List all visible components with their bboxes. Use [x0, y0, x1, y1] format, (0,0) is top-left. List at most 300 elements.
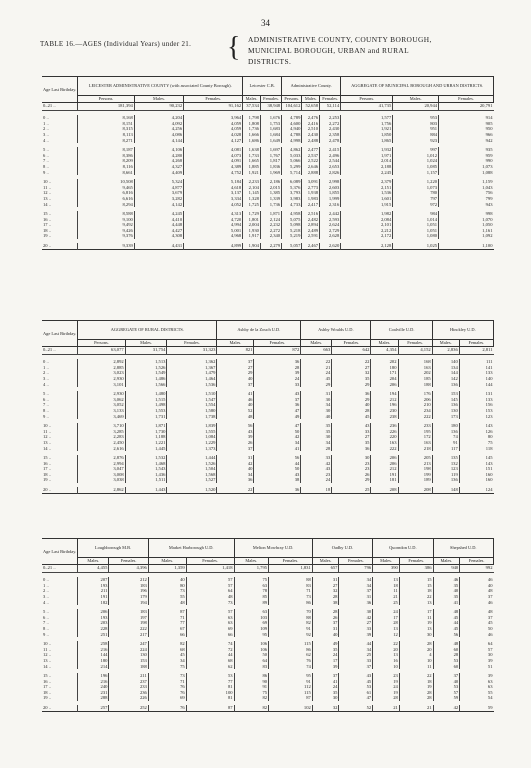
value-cell: 2,450 — [78, 440, 125, 446]
value-cell: 3,133 — [78, 408, 125, 414]
value-cell: 797 — [393, 196, 439, 202]
value-cell: 13 — [373, 652, 400, 658]
value-cell: 46 — [433, 577, 460, 583]
value-cell: 1,871 — [125, 423, 167, 429]
value-cell: 11 — [399, 615, 433, 621]
value-cell: 56 — [433, 632, 460, 638]
column-header: Males. — [302, 96, 320, 103]
value-cell: 204 — [371, 376, 398, 382]
value-cell: 87 — [269, 695, 313, 701]
value-cell: 28 — [301, 446, 332, 452]
value-cell: 2,430 — [302, 132, 320, 138]
value-cell: 34 — [254, 440, 301, 446]
value-cell: 141 — [485, 364, 493, 370]
value-cell: 1,638 — [243, 147, 261, 153]
value-cell: 1,969 — [260, 170, 281, 176]
value-cell: 2,482 — [302, 217, 320, 223]
value-cell: 240 — [78, 684, 109, 690]
column-header: Females. — [439, 96, 494, 103]
value-cell: 231 — [78, 690, 109, 696]
value-cell: 87 — [148, 609, 186, 615]
value-cell: 9,376 — [78, 233, 135, 239]
value-cell: 2,729 — [320, 228, 341, 234]
value-cell: 72 — [186, 647, 234, 653]
value-cell: 213 — [398, 461, 432, 467]
column-header: Males. — [301, 340, 332, 347]
value-cell: 76 — [148, 705, 186, 711]
value-cell: 1,871 — [260, 211, 281, 217]
value-cell: 115 — [269, 690, 313, 696]
value-cell: 28 — [399, 641, 433, 647]
value-cell: 35 — [332, 376, 371, 382]
value-cell: 4,396 — [109, 564, 148, 573]
value-cell: 3,101 — [78, 382, 125, 388]
value-cell: 34 — [339, 647, 373, 653]
value-cell: 2,516 — [302, 211, 320, 217]
value-cell: 216 — [78, 647, 109, 653]
value-cell: 40 — [217, 402, 254, 408]
value-cell: 2,186 — [260, 179, 281, 185]
column-header: Males. — [217, 340, 254, 347]
value-cell: 117 — [432, 446, 459, 452]
value-cell: 1,850 — [341, 132, 393, 138]
value-cell: 21 — [373, 594, 400, 600]
value-cell: 39 — [487, 657, 493, 663]
value-cell: 37,534 — [243, 102, 261, 111]
value-cell: 905 — [485, 120, 493, 126]
table-row — [42, 102, 494, 111]
value-cell: 1,831 — [269, 564, 313, 573]
value-cell: 88 — [269, 615, 313, 621]
value-cell: 2,876 — [78, 455, 125, 461]
value-cell: 2,212 — [341, 228, 393, 234]
column-header: Males. — [234, 558, 269, 565]
value-cell: 1,649 — [260, 138, 281, 144]
value-cell: 43 — [254, 391, 301, 397]
value-cell: 45 — [433, 615, 460, 621]
value-cell: 52,114 — [320, 102, 341, 111]
value-cell: 31 — [312, 626, 339, 632]
value-cell: 194 — [109, 600, 148, 606]
value-cell: 37 — [339, 588, 373, 594]
value-cell: 1,085 — [393, 164, 439, 170]
value-cell: 53 — [339, 684, 373, 690]
value-cell: 984 — [393, 211, 439, 217]
value-cell: 1,855 — [320, 190, 341, 196]
value-cell: 55 — [487, 689, 493, 695]
value-cell: 19 — [373, 690, 400, 696]
value-cell: 37 — [339, 664, 373, 670]
value-cell: 135 — [432, 455, 459, 461]
value-cell: 63,077 — [78, 346, 125, 355]
value-cell: 2,128 — [341, 243, 393, 249]
value-cell: 74 — [269, 664, 313, 670]
value-cell: 39 — [217, 434, 254, 440]
value-cell: 182 — [78, 600, 109, 606]
value-cell: 69 — [148, 695, 186, 701]
value-cell: 40 — [217, 376, 254, 382]
value-cell: 5,066 — [282, 158, 302, 164]
value-cell: 33 — [339, 658, 373, 664]
value-cell: 60 — [433, 647, 460, 653]
value-cell: 136 — [432, 382, 459, 388]
value-cell: 8,116 — [78, 164, 135, 170]
value-cell: 111 — [485, 359, 493, 365]
value-cell: 81 — [186, 684, 234, 690]
age-cell: 4 .. — [42, 138, 78, 144]
value-cell: 56 — [217, 423, 254, 429]
value-cell: 4,994 — [184, 222, 243, 228]
value-cell: 4,308 — [134, 233, 183, 239]
value-cell: 3,052 — [78, 402, 125, 408]
value-cell: 102 — [269, 705, 313, 711]
value-cell: 2,272 — [320, 121, 341, 127]
value-cell: 642 — [332, 346, 371, 355]
value-cell: 76 — [148, 684, 186, 690]
value-cell: 36 — [254, 487, 301, 493]
value-cell: 657 — [312, 564, 339, 573]
value-cell: 203 — [78, 620, 109, 626]
value-cell: 163 — [398, 440, 432, 446]
age-cell: 7 .. — [42, 158, 78, 164]
value-cell: 1,756 — [341, 121, 393, 127]
value-cell: 1,536 — [341, 190, 393, 196]
age-cell: 0–21 .. — [42, 564, 78, 573]
value-cell: 2,930 — [78, 391, 125, 397]
value-cell: 52,658 — [302, 102, 320, 111]
value-cell: 19 — [399, 620, 433, 626]
value-cell: 60 — [433, 664, 460, 670]
value-cell: 43 — [301, 466, 332, 472]
age-cell: 17 .. — [42, 222, 78, 228]
value-cell: 953 — [393, 115, 439, 121]
value-cell: 36 — [217, 477, 254, 483]
value-cell: 252 — [109, 705, 148, 711]
value-cell: 914 — [485, 115, 493, 121]
age-cell: 11 .. — [42, 429, 78, 435]
value-cell: 1,798 — [243, 115, 261, 121]
value-cell: 70 — [269, 609, 313, 615]
value-cell: 151 — [485, 466, 493, 472]
value-cell: 38 — [254, 477, 301, 483]
age-cell: 12 .. — [42, 434, 78, 440]
value-cell: 1,904 — [243, 243, 261, 249]
value-cell: 176 — [398, 391, 432, 397]
value-cell: 92 — [269, 632, 313, 638]
value-cell: 2,811 — [459, 346, 493, 355]
value-cell: 228 — [78, 626, 109, 632]
age-cell: 6 .. — [42, 153, 78, 159]
value-cell: 36 — [339, 600, 373, 606]
value-cell: 1,697 — [260, 147, 281, 153]
value-cell: 119 — [432, 472, 459, 478]
column-header: Persons. — [282, 96, 302, 103]
value-cell: 1,930 — [243, 228, 261, 234]
value-cell: 131 — [485, 391, 493, 397]
value-cell: 214 — [78, 664, 109, 670]
value-cell: 4,968 — [184, 233, 243, 239]
value-cell: 222 — [109, 626, 148, 632]
column-header: Females. — [339, 558, 373, 565]
value-cell: 48 — [433, 609, 460, 615]
value-cell: 52 — [217, 408, 254, 414]
value-cell: 153 — [109, 658, 148, 664]
value-cell: 61 — [339, 690, 373, 696]
value-cell: 183 — [109, 609, 148, 615]
value-cell: 1,885 — [243, 164, 261, 170]
value-cell: 1,915 — [341, 202, 393, 208]
value-cell: 8,271 — [78, 138, 135, 144]
value-cell: 972 — [393, 202, 439, 208]
value-cell: 23 — [332, 461, 371, 467]
value-cell: 41 — [217, 391, 254, 397]
value-cell: 27 — [312, 583, 339, 589]
value-cell: 230 — [371, 408, 398, 414]
value-cell: 3,091 — [302, 179, 320, 185]
value-cell: 1,983 — [302, 196, 320, 202]
value-cell: 45 — [148, 652, 186, 658]
value-cell: 74 — [432, 434, 459, 440]
value-cell: 6,089 — [282, 179, 302, 185]
value-cell: 15 — [399, 577, 433, 583]
value-cell: 1,999 — [320, 196, 341, 202]
value-cell: 37 — [433, 673, 460, 679]
value-cell: 3,062 — [78, 397, 125, 403]
value-cell: 206 — [371, 461, 398, 467]
column-header: Females. — [269, 558, 313, 565]
value-cell: 31 — [217, 455, 254, 461]
value-cell: 75 — [487, 439, 493, 445]
value-cell: 4,327 — [134, 164, 183, 170]
value-cell: 168 — [398, 359, 432, 365]
value-cell: 796 — [339, 564, 373, 573]
age-cell: 10 .. — [42, 179, 78, 185]
age-cell: 18 .. — [42, 690, 78, 696]
value-cell: 1,014 — [393, 217, 439, 223]
value-cell: 935 — [485, 147, 493, 153]
value-cell: 68 — [186, 658, 234, 664]
value-cell: 2,888 — [302, 170, 320, 176]
value-cell: 31 — [301, 391, 332, 397]
age-cell: 12 .. — [42, 652, 78, 658]
value-cell: 75 — [148, 664, 186, 670]
value-cell: 1,553 — [125, 408, 167, 414]
value-cell: 30 — [399, 632, 433, 638]
value-cell: 136 — [432, 429, 459, 435]
value-cell: 40 — [487, 582, 493, 588]
value-cell: 181,394 — [78, 102, 135, 111]
value-cell: 57 — [186, 577, 234, 583]
value-cell: 47 — [254, 423, 301, 429]
value-cell: 50 — [487, 625, 493, 631]
value-cell: 4,204 — [134, 115, 183, 121]
value-cell: 31,754 — [125, 346, 167, 355]
value-cell: 41,735 — [341, 102, 393, 111]
column-header: Females. — [459, 340, 493, 347]
value-cell: 83 — [269, 583, 313, 589]
age-cell: 16 .. — [42, 217, 78, 223]
value-cell: 1,024 — [393, 158, 439, 164]
column-header: Females. — [399, 558, 433, 565]
age-cell: 8 .. — [42, 164, 78, 170]
value-cell: 13 — [373, 626, 400, 632]
value-cell: 1,051 — [393, 228, 439, 234]
value-cell: 4,073 — [184, 153, 243, 159]
value-cell: 198 — [109, 620, 148, 626]
value-cell: 191 — [78, 594, 109, 600]
group-header: Ashby de la Zouch U.D. — [217, 321, 301, 340]
value-cell: 50 — [254, 429, 301, 435]
value-cell: 183 — [109, 583, 148, 589]
value-cell: 224 — [109, 647, 148, 653]
value-cell: 57 — [487, 646, 493, 652]
value-cell: 1,736 — [243, 126, 261, 132]
value-cell: 143 — [485, 460, 493, 466]
value-cell: 3,710 — [78, 423, 125, 429]
age-cell: 3 .. — [42, 132, 78, 138]
value-cell: 49 — [312, 641, 339, 647]
table-title-left: TABLE 16.—AGES (Individual Years) under 21. — [40, 40, 192, 48]
value-cell: 2,994 — [78, 461, 125, 467]
value-cell: 2,151 — [341, 185, 393, 191]
age-cell: 15 .. — [42, 455, 78, 461]
value-cell: 27 — [332, 365, 371, 371]
value-cell: 4 — [399, 652, 433, 658]
value-cell: 3,047 — [78, 466, 125, 472]
value-cell: 35 — [433, 594, 460, 600]
value-cell: 44 — [254, 461, 301, 467]
value-cell: 71 — [148, 615, 186, 621]
value-cell: 2,510 — [302, 126, 320, 132]
value-cell: 1,665 — [243, 158, 261, 164]
value-cell: 4,431 — [134, 243, 183, 249]
value-cell: 25 — [339, 652, 373, 658]
value-cell: 9,426 — [78, 228, 135, 234]
column-header: Persons. — [341, 96, 393, 103]
value-cell: 26 — [332, 472, 371, 478]
value-cell: 1,836 — [260, 164, 281, 170]
value-cell: 90 — [234, 679, 269, 685]
value-cell: 2,232 — [260, 222, 281, 228]
value-cell: 206 — [371, 382, 398, 388]
value-cell: 2,496 — [320, 153, 341, 159]
value-cell: 130 — [109, 652, 148, 658]
value-cell: 1,549 — [125, 370, 167, 376]
value-cell: 63 — [487, 678, 493, 684]
value-cell: 64 — [186, 588, 234, 594]
value-cell: 1,767 — [260, 153, 281, 159]
column-header: Females. — [254, 340, 301, 347]
value-cell: 1,339 — [260, 196, 281, 202]
value-cell: 67 — [148, 626, 186, 632]
value-cell: 2,340 — [260, 233, 281, 239]
value-cell: 32 — [332, 370, 371, 376]
value-cell: 5,057 — [282, 243, 302, 249]
value-cell: 1,676 — [260, 115, 281, 121]
value-cell: 160 — [485, 477, 493, 483]
value-cell: 195 — [398, 429, 432, 435]
value-cell: 90,232 — [134, 102, 183, 111]
value-cell: 31,323 — [167, 346, 217, 355]
column-header: Males. — [373, 558, 400, 565]
value-cell: 80 — [148, 583, 186, 589]
value-cell: 4,720 — [184, 217, 243, 223]
value-cell: 4,733 — [282, 202, 302, 208]
value-cell: 64 — [487, 641, 493, 647]
value-cell: 46 — [217, 397, 254, 403]
value-cell: 130 — [432, 408, 459, 414]
value-cell: 3,008 — [78, 472, 125, 478]
value-cell: 233 — [398, 423, 432, 429]
value-cell: 24 — [254, 376, 301, 382]
value-cell: 1,554 — [167, 402, 217, 408]
value-cell: 29 — [332, 397, 371, 403]
value-cell: 197 — [109, 615, 148, 621]
column-header: Males. — [371, 340, 398, 347]
value-cell: 45 — [433, 626, 460, 632]
value-cell: 17 — [373, 615, 400, 621]
value-cell: 1,555 — [167, 429, 217, 435]
value-cell: 2,430 — [320, 126, 341, 132]
value-cell: 1,527 — [167, 477, 217, 483]
column-header: Females. — [320, 96, 341, 103]
value-cell: 44 — [339, 641, 373, 647]
value-cell: 23 — [301, 472, 332, 478]
value-cell: 144 — [432, 370, 459, 376]
value-cell: 4,409 — [134, 170, 183, 176]
value-cell: 8,113 — [78, 132, 135, 138]
value-cell: 28 — [254, 365, 301, 371]
value-cell: 2,316 — [320, 202, 341, 208]
value-cell: 1,092 — [482, 233, 493, 239]
value-cell: 185 — [398, 376, 432, 382]
value-cell: 4,427 — [134, 228, 183, 234]
value-cell: 30 — [487, 652, 493, 658]
age-cell: 19 .. — [42, 477, 78, 483]
value-cell: 4,142 — [134, 202, 183, 208]
age-cell: 0 .. — [42, 359, 78, 365]
value-cell: 2,283 — [78, 434, 125, 440]
value-cell: 42 — [301, 461, 332, 467]
value-cell: 68 — [148, 647, 186, 653]
value-cell: 4,144 — [134, 138, 183, 144]
value-cell: 4,106 — [134, 147, 183, 153]
value-cell: 33 — [339, 626, 373, 632]
value-cell: 40 — [148, 577, 186, 583]
value-cell: 5,098 — [282, 222, 302, 228]
value-cell: 188 — [398, 382, 432, 388]
column-header: Males. — [134, 96, 183, 103]
value-cell: 156 — [485, 402, 493, 408]
value-cell: 48 — [487, 588, 493, 594]
value-cell: 30 — [301, 408, 332, 414]
value-cell: 1,373 — [167, 446, 217, 452]
value-cell: 50 — [254, 466, 301, 472]
value-cell: 211 — [78, 588, 109, 594]
value-cell: 17 — [399, 609, 433, 615]
value-cell: 118 — [485, 445, 493, 451]
value-cell: 37 — [254, 397, 301, 403]
value-cell: 1,733 — [243, 153, 261, 159]
value-cell: 48 — [487, 609, 493, 615]
value-cell: 2,188 — [341, 164, 393, 170]
value-cell: 236 — [371, 423, 398, 429]
value-cell: 43 — [217, 429, 254, 435]
age-header: Age Last Birthday. — [42, 321, 78, 347]
value-cell: 3,679 — [134, 190, 183, 196]
value-cell: 36 — [332, 446, 371, 452]
value-cell: 1,367 — [167, 365, 217, 371]
